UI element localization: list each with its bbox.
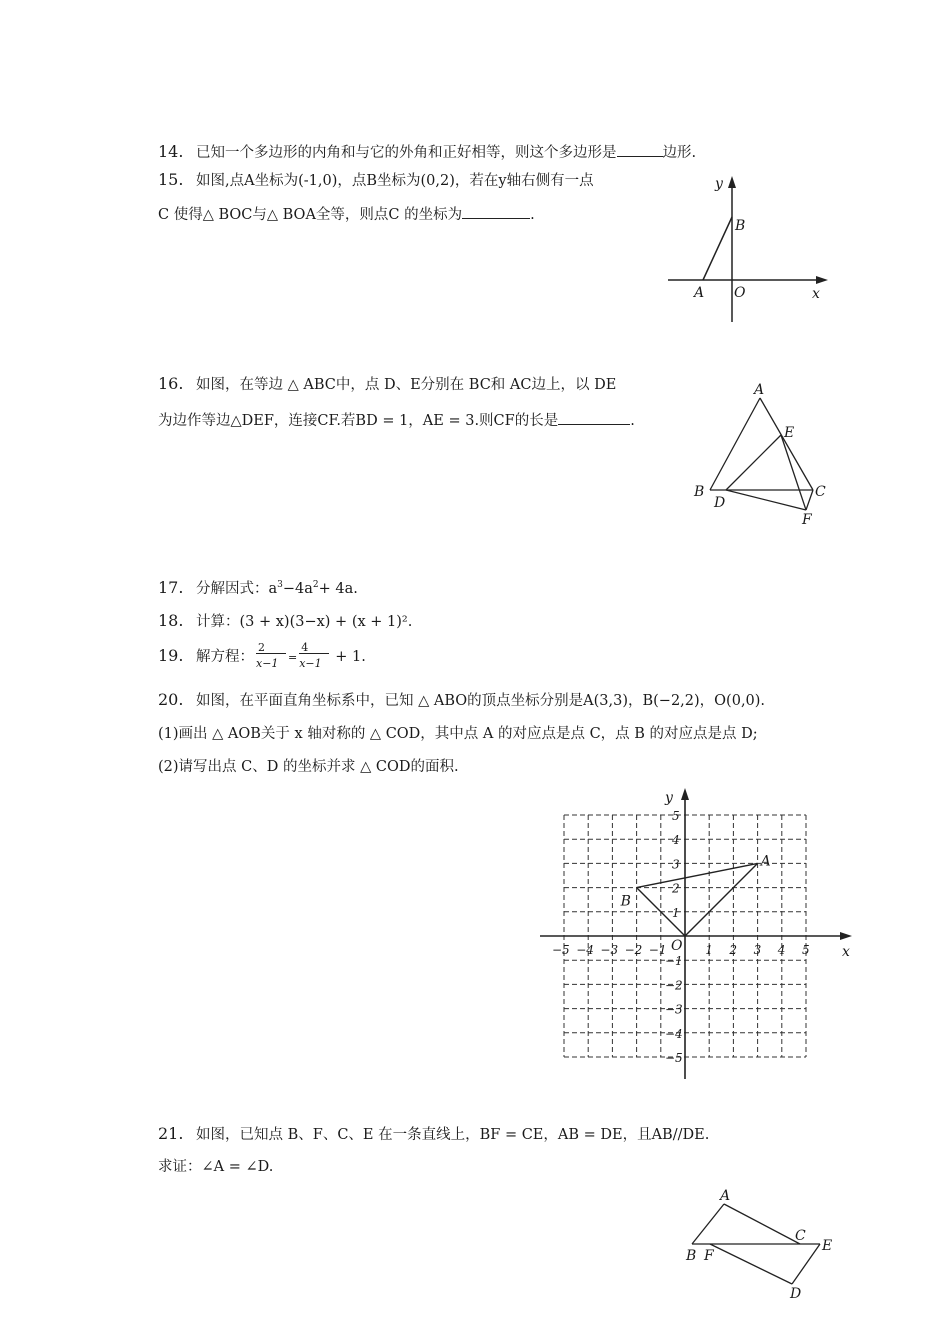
- question-text: 如图，在平面直角坐标系中，已知 △ ABO的顶点坐标分别是A(3,3)，B(−2,2)，O(0,0).: [196, 693, 766, 709]
- question-20-part2: [158, 757, 459, 777]
- question-number: 21.: [158, 1124, 184, 1143]
- y-axis-arrow: [728, 176, 736, 188]
- side-ab: [710, 398, 760, 490]
- x-tick-label: 5: [802, 943, 810, 957]
- expr-tail: + 1.: [335, 649, 366, 665]
- question-text: C 使得△ BOC与△ BOA全等，则点C 的坐标为: [158, 207, 463, 223]
- label-b: B: [620, 893, 631, 910]
- label-d: D: [714, 495, 726, 511]
- answer-blank[interactable]: [617, 142, 663, 157]
- question-text: (2)请写出点 C、D 的坐标并求 △ COD的面积.: [158, 759, 459, 775]
- numerator: 4: [301, 641, 309, 654]
- question-number: 14.: [158, 142, 184, 161]
- answer-blank[interactable]: [462, 204, 530, 219]
- question-20: [158, 690, 765, 711]
- x-tick-label: −2: [624, 943, 643, 957]
- exponent: 3: [277, 580, 283, 590]
- question-text-end: 边形.: [662, 145, 697, 161]
- label-a: A: [760, 853, 771, 870]
- question-20-part1: [158, 724, 758, 744]
- label-f: F: [802, 512, 812, 528]
- question-text: 如图，已知点 B、F、C、E 在一条直线上，BF = CE，AB = DE，且AB//DE.: [196, 1127, 710, 1143]
- question-14: [158, 142, 696, 163]
- question-number: 18.: [158, 611, 184, 630]
- segment-ab: [692, 1204, 724, 1244]
- segment-ba: [637, 863, 758, 887]
- segment-ab: [703, 217, 732, 280]
- x-label: x: [842, 944, 850, 960]
- y-tick-label: 1: [672, 905, 680, 920]
- question-15-line2: [158, 204, 535, 225]
- answer-blank[interactable]: [558, 410, 630, 425]
- question-21: [158, 1124, 709, 1145]
- equals: =: [288, 651, 298, 664]
- question-number: 19.: [158, 646, 184, 665]
- x-tick-label: −3: [600, 943, 619, 957]
- label-b: B: [686, 1248, 697, 1264]
- question-18: [158, 611, 412, 632]
- segment-oa: [685, 863, 758, 936]
- question-number: 20.: [158, 690, 184, 709]
- question-16: [158, 374, 616, 395]
- y-tick-label: −4: [665, 1026, 683, 1041]
- denominator: x−1: [256, 657, 279, 670]
- question-text: 如图，在等边 △ ABC中，点 D、E分别在 BC和 AC边上，以 DE: [196, 377, 617, 393]
- side-ac: [760, 398, 813, 490]
- x-axis-arrow: [816, 276, 828, 284]
- label-a: A: [694, 285, 705, 301]
- question-text: (1)画出 △ AOB关于 x 轴对称的 △ COD，其中点 A 的对应点是点 C，点 B 的对应点是点 D;: [158, 726, 758, 742]
- label-a: A: [754, 382, 765, 398]
- label-b: B: [694, 484, 705, 500]
- segment-df: [726, 490, 806, 510]
- segment-fd: [710, 1244, 792, 1284]
- expr-part: a: [268, 581, 278, 597]
- y-tick-label: 2: [672, 881, 680, 896]
- exponent: 2: [312, 580, 319, 590]
- x-tick-label: −1: [648, 943, 667, 957]
- x-axis-arrow: [840, 932, 852, 940]
- segment-ed: [792, 1244, 820, 1284]
- question-label: 计算：: [196, 614, 240, 630]
- y-tick-label: −3: [665, 1002, 683, 1017]
- x-tick-label: 3: [753, 943, 762, 957]
- question-15: [158, 170, 594, 191]
- figure-q21: [682, 1184, 842, 1304]
- label-d: D: [790, 1286, 802, 1302]
- question-text: 如图,点A坐标为(-1,0)，点B坐标为(0,2)，若在y轴右侧有一点: [196, 173, 594, 189]
- denominator: x−1: [299, 657, 322, 670]
- x-tick-label: 2: [729, 943, 738, 957]
- question-19: [158, 641, 366, 670]
- y-tick-label: 5: [672, 809, 680, 823]
- question-number: 16.: [158, 374, 184, 393]
- question-label: 解方程：: [196, 649, 254, 665]
- y-axis-arrow: [681, 788, 689, 800]
- fraction-1: [254, 641, 288, 670]
- question-21-line2: [158, 1157, 273, 1177]
- question-label: 分解因式：: [196, 581, 269, 597]
- label-f: F: [704, 1248, 714, 1264]
- x-tick-label: 1: [705, 943, 713, 957]
- x-label: x: [812, 286, 820, 302]
- question-text: 已知一个多边形的内角和与它的外角和正好相等，则这个多边形是: [196, 145, 617, 161]
- y-tick-label: −1: [665, 954, 683, 969]
- figure-q15: [660, 172, 840, 322]
- segment-de: [726, 435, 781, 490]
- label-c: C: [815, 484, 826, 500]
- question-number: 15.: [158, 170, 184, 189]
- numerator: 2: [258, 641, 265, 654]
- expr-part: + 4a.: [318, 581, 358, 597]
- label-e: E: [822, 1238, 833, 1254]
- segment-cf: [806, 490, 813, 510]
- x-tick-label: −5: [552, 943, 570, 957]
- expression: (3 + x)(3−x) + (x + 1)².: [239, 614, 413, 630]
- period: .: [530, 207, 535, 223]
- x-tick-label: −4: [576, 943, 594, 957]
- y-tick-label: −5: [665, 1051, 683, 1065]
- question-text: 为边作等边△DEF，连接CF.若BD = 1，AE = 3.则CF的长是: [158, 413, 559, 429]
- y-label: y: [665, 790, 673, 806]
- figure-q20: [540, 788, 850, 1083]
- y-label: y: [715, 176, 723, 192]
- label-c: C: [795, 1228, 806, 1244]
- question-text: 求证：∠A = ∠D.: [158, 1159, 274, 1175]
- expr-part: −4a: [282, 581, 313, 597]
- question-17: [158, 578, 358, 599]
- label-a: A: [720, 1188, 731, 1204]
- y-tick-label: 4: [672, 833, 680, 848]
- y-tick-label: 3: [672, 857, 680, 872]
- period: .: [630, 413, 635, 429]
- label-e: E: [784, 425, 795, 441]
- fraction-2: [297, 641, 331, 670]
- question-number: 17.: [158, 578, 184, 597]
- segment-ac: [724, 1204, 800, 1244]
- question-16-line2: [158, 410, 635, 431]
- label-o: O: [734, 285, 746, 301]
- label-o: O: [671, 938, 683, 954]
- y-tick-label: −2: [665, 978, 683, 993]
- label-b: B: [735, 218, 746, 234]
- figure-q16: [688, 378, 848, 528]
- x-tick-label: 4: [777, 943, 786, 957]
